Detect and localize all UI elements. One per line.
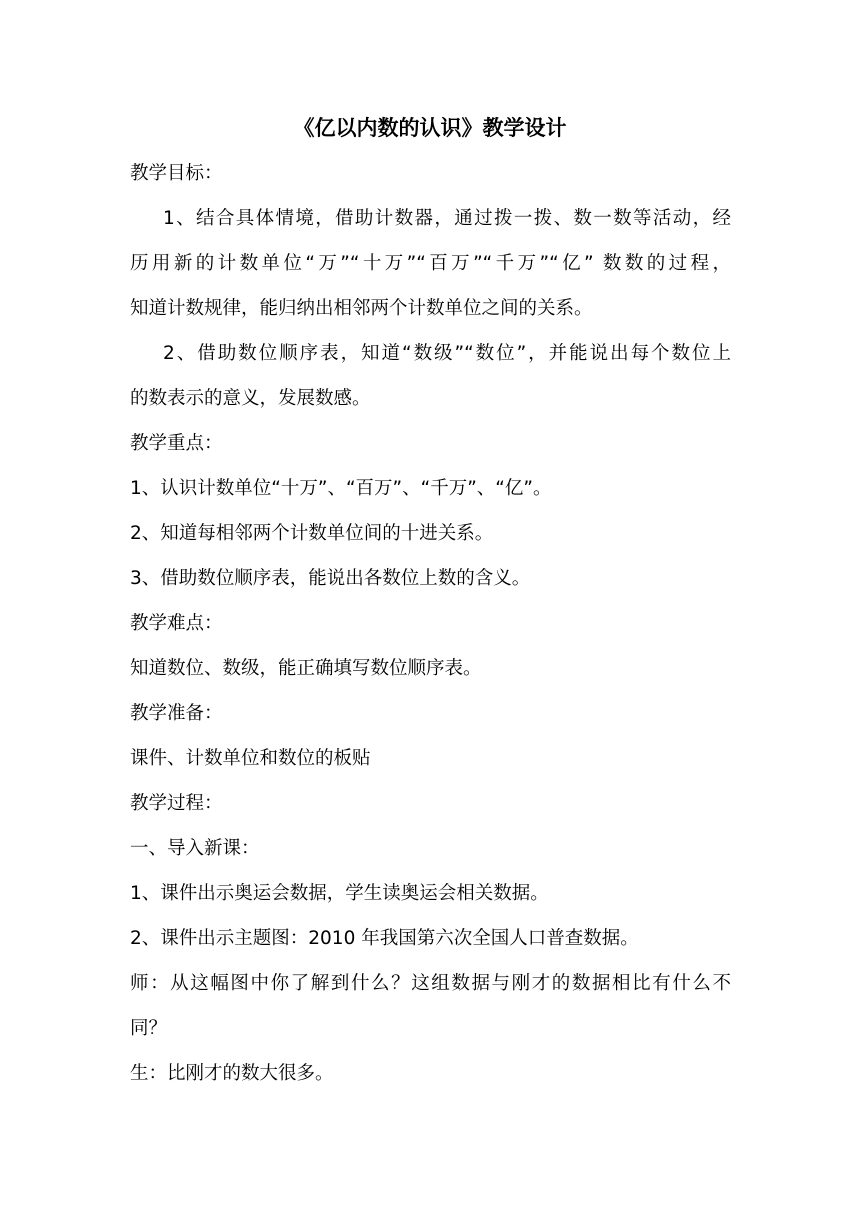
key-points-heading: 教学重点： [130, 433, 223, 454]
teacher-question-line-1: 师：从这幅图中你了解到什么？这组数据与刚才的数据相比有什么不 [130, 973, 731, 994]
difficulty-text: 知道数位、数级，能正确填写数位顺序表。 [130, 658, 482, 679]
teacher-question-line-2: 同？ [130, 1018, 168, 1039]
student-answer: 生：比刚才的数大很多。 [130, 1063, 334, 1084]
key-point-item: 1、认识计数单位“十万”、“百万”、“千万”、“亿”。 [130, 478, 552, 499]
objective-2-line-2: 的数表示的意义，发展数感。 [130, 388, 371, 409]
objective-2-line-1: 2、借助数位顺序表，知道“数级”“数位”，并能说出每个数位上 [163, 343, 731, 364]
key-point-item: 3、借助数位顺序表，能说出各数位上数的含义。 [130, 568, 531, 589]
difficulties-heading: 教学难点： [130, 613, 223, 634]
preparation-text: 课件、计数单位和数位的板贴 [130, 748, 371, 769]
objectives-heading: 教学目标： [130, 163, 223, 184]
objective-1-line-1: 1、结合具体情境，借助计数器，通过拨一拨、数一数等活动，经 [163, 208, 731, 229]
step-item: 2、课件出示主题图：2010 年我国第六次全国人口普查数据。 [130, 928, 639, 949]
preparation-heading: 教学准备： [130, 703, 223, 724]
process-heading: 教学过程： [130, 793, 223, 814]
key-point-item: 2、知道每相邻两个计数单位间的十进关系。 [130, 523, 494, 544]
objective-1-line-3: 知道计数规律，能归纳出相邻两个计数单位之间的关系。 [130, 298, 593, 319]
objective-1-line-2: 历用新的计数单位“万”“十万”“百万”“千万”“亿” 数数的过程， [130, 253, 731, 274]
section-1-heading: 一、导入新课： [130, 838, 260, 859]
step-item: 1、课件出示奥运会数据，学生读奥运会相关数据。 [130, 883, 549, 904]
document-title: 《亿以内数的认识》教学设计 [293, 116, 567, 140]
